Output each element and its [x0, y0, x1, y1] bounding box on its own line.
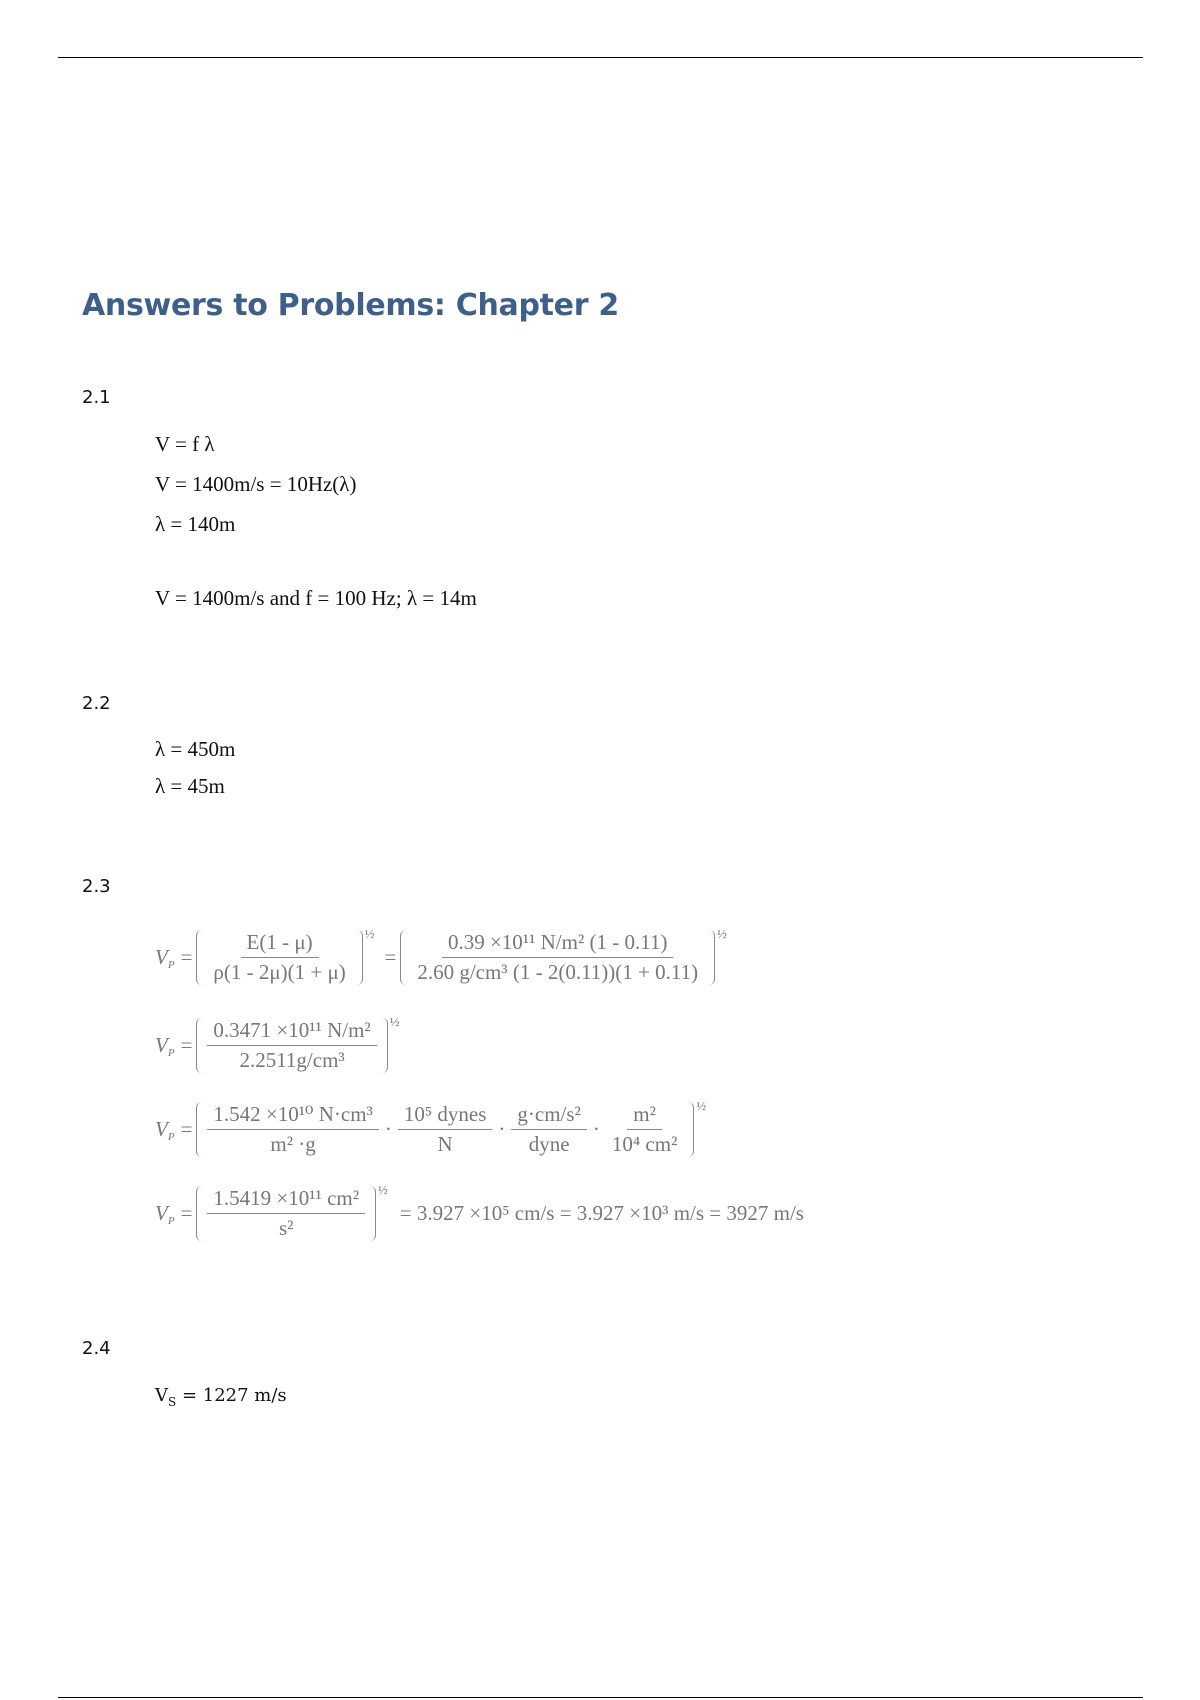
- equation-2-3-line-3: $V_P$ = $\frac{\text{1.542 ×10¹⁰ N·cm³}}{\text{m² ·g}}$ · $\frac{\text{10⁵ dynes}}{N}$ · $\frac{\text{g·cm/s²}}{\text{dyne}}$ · $\frac{\text{m²}}{\text{10⁴ cm²}}$ ½: [155, 1098, 707, 1156]
- equation-2-3-line-4: $V_P$ = $\frac{\text{1.5419 ×10¹¹ cm²}}{\text{s²}}$ ½ = 3.927 ×10⁵ cm/s = 3.927 ×10³ m/s = 3927 m/s: [155, 1182, 804, 1240]
- fraction: $\frac{E(1 - \mu)}{\rho(1 - 2\mu)(1 + \mu)}$: [213, 930, 346, 984]
- equation-2-4: $V_S = 1227$ m/s: [155, 1385, 287, 1409]
- page-title: Answers to Problems: Chapter 2: [82, 288, 619, 323]
- equation-2-1-line-1: V = f λ: [155, 432, 215, 456]
- footer-rule: [58, 1697, 1143, 1698]
- header-rule: [58, 57, 1143, 58]
- problem-number-2-2: 2.2: [82, 693, 111, 714]
- equation-2-3-line-2: $V_P$ = $\frac{\text{0.3471 ×10¹¹ N/m²}}{\text{2.2511g/cm³}}$ ½: [155, 1014, 400, 1072]
- bracket-group: [196, 930, 362, 985]
- equation-2-1-line-4: V = 1400m/s and f = 100 Hz; λ = 14m: [155, 586, 477, 610]
- equation-2-1-line-2: V = 1400m/s = 10Hz(λ): [155, 472, 357, 496]
- equation-2-3-line-1: $V_P$ = $\frac{E(1 - \mu)}{\rho(1 - 2\mu)(1 + \mu)}$ ½ = $\frac{\text{0.39 ×10¹¹ N/m² (1 - 0.11)}}{\text{2.60 g/cm³ (1 - 2(0.11))(1 + 0.11)}}$ ½: [155, 926, 727, 984]
- final-result: = 3.927 ×10⁵ cm/s = 3.927 ×10³ m/s = 3927 m/s: [399, 1201, 804, 1225]
- equation-2-1-line-3: λ = 140m: [155, 512, 236, 536]
- vp-symbol: $V_P$: [155, 944, 175, 971]
- problem-number-2-4: 2.4: [82, 1338, 111, 1359]
- bracket-group: [400, 930, 715, 985]
- equation-2-2-line-1: λ = 450m: [155, 737, 236, 761]
- equation-2-2-line-2: λ = 45m: [155, 774, 225, 798]
- fraction: $\frac{\text{0.39 ×10¹¹ N/m² (1 - 0.11)}}{\text{2.60 g/cm³ (1 - 2(0.11))(1 + 0.11)}}$: [417, 930, 699, 984]
- problem-number-2-3: 2.3: [82, 876, 111, 897]
- problem-number-2-1: 2.1: [82, 387, 111, 408]
